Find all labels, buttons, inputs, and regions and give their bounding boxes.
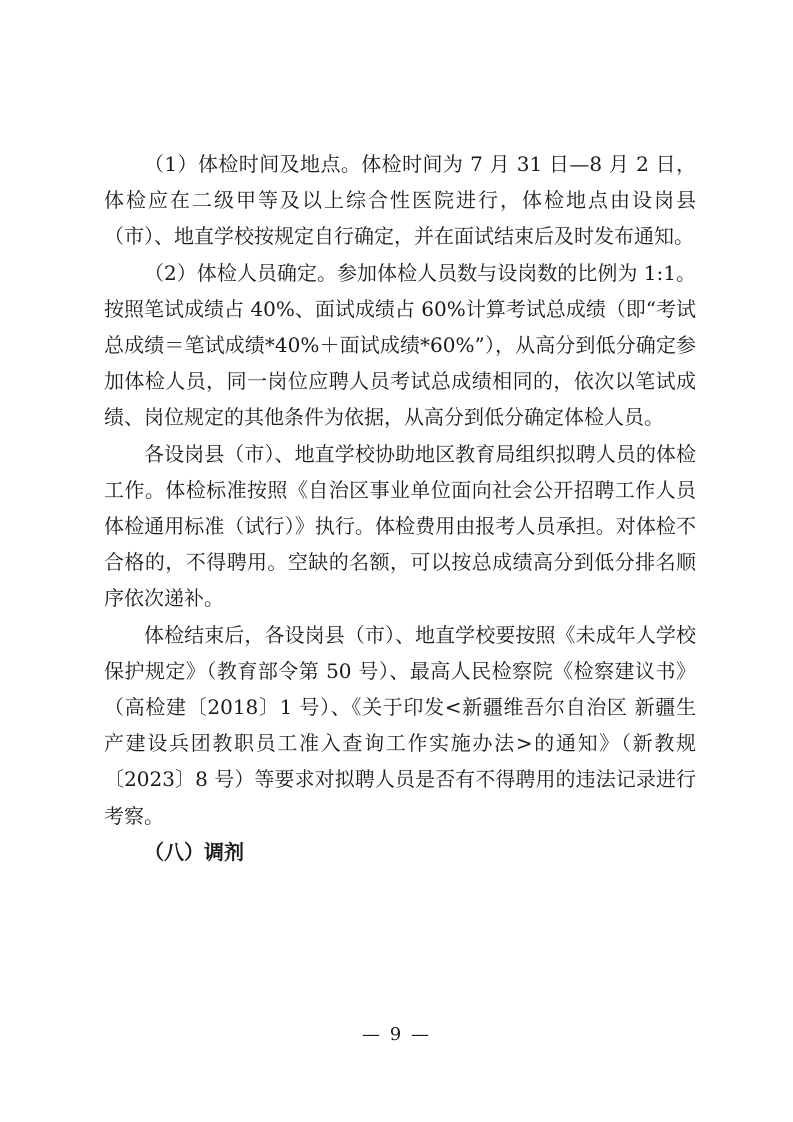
paragraph-physical-exam-time-place: （1）体检时间及地点。体检时间为 7 月 31 日—8 月 2 日，体检应在二级甲等及以上综合性医院进行，体检地点由设岗县（市）、地直学校按规定自行确定，并在面试结束后及时发布通知。 (104, 152, 696, 249)
section-heading-adjustment: （八）调剂 (144, 839, 244, 864)
document-body (104, 146, 696, 870)
paragraph-physical-exam-work: 各设岗县（市）、地直学校协助地区教育局组织拟聘人员的体检工作。体检标准按照《自治区事业单位面向社会公开招聘工作人员体检通用标准（试行）》执行。体检费用由报考人员承担。对体检不合格的，不得聘用。空缺的名额，可以按总成绩高分到低分排名顺序依次递补。 (104, 441, 696, 611)
paragraph-physical-exam-personnel: （2）体检人员确定。参加体检人员数与设岗数的比例为 1:1。按照笔试成绩占 40%、面试成绩占 60%计算考试总成绩（即“考试总成绩＝笔试成绩*40%＋面试成绩*60%”），从高分到低分确定参加体检人员，同一岗位应聘人员考试总成绩相同的，依次以笔试成绩、岗位规定的其他条件为依据，从高分到低分确定体检人员。 (104, 260, 696, 430)
page-number: — 9 — (362, 1024, 431, 1045)
paragraph-background-check: 体检结束后，各设岗县（市）、地直学校要按照《未成年人学校保护规定》（教育部令第 50 号）、最高人民检察院《检察建议书》（高检建〔2018〕1 号）、《关于印发<新疆维吾尔自治区 新疆生产建设兵团教职员工准入查询工作实施办法>的通知》（新教规〔2023〕8 号）等要求对拟聘人员是否有不得聘用的违法记录进行考察。 (104, 622, 696, 828)
